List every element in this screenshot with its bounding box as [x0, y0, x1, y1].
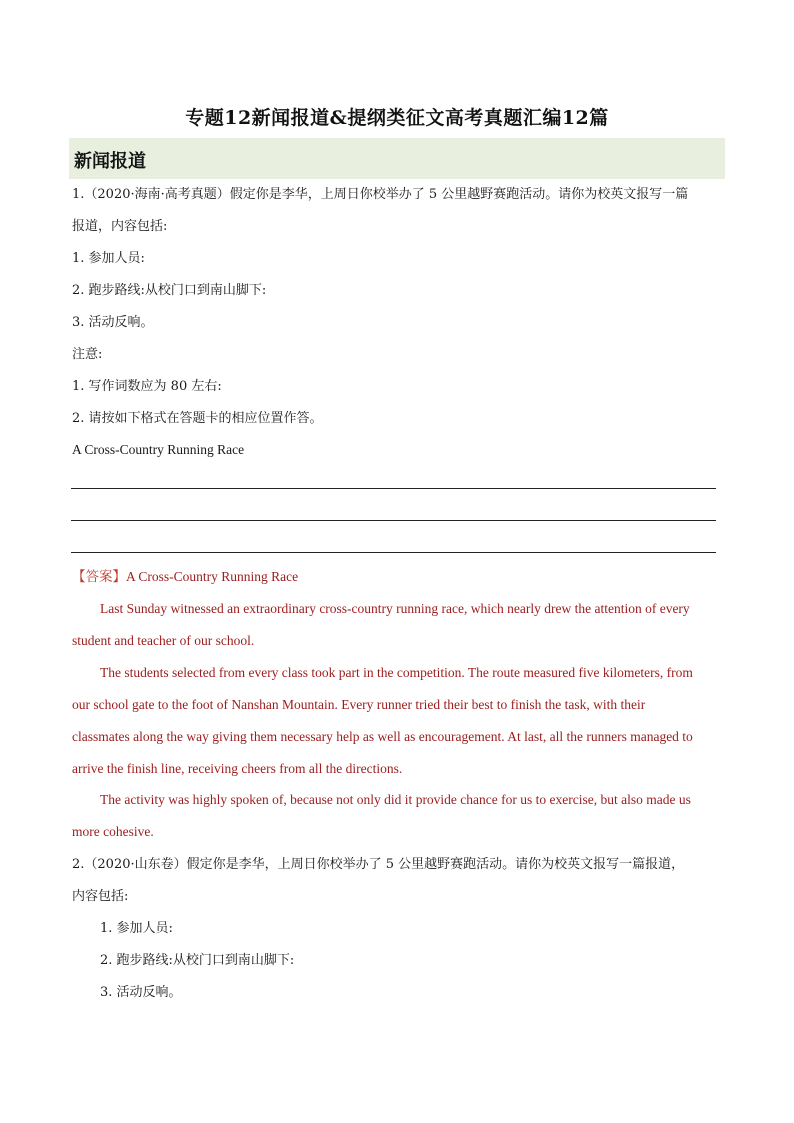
answer-line: our school gate to the foot of Nanshan Mountain. Every runner tried their best to finish the task, with their	[72, 697, 646, 712]
q1-note-label: 注意:	[72, 347, 103, 362]
answer-line: classmates along the way giving them necessary help as well as encouragement. At last, all the runners managed to	[72, 729, 693, 744]
document-title: 专题12新闻报道&提纲类征文高考真题汇编12篇	[185, 107, 609, 129]
answer-line: student and teacher of our school.	[72, 633, 255, 648]
answer-line: arrive the finish line, receiving cheers from all the directions.	[72, 761, 403, 776]
q2-item-2: 2. 跑步路线:从校门口到南山脚下:	[100, 953, 295, 968]
answer-line: The activity was highly spoken of, because not only did it provide chance for us to exercise, but also made us	[100, 792, 691, 807]
q1-item-2: 2. 跑步路线:从校门口到南山脚下:	[72, 283, 267, 298]
section-header	[69, 138, 725, 179]
answer-title: A Cross-Country Running Race	[126, 569, 299, 584]
q1-prompt-line2: 报道，内容包括:	[72, 219, 168, 234]
q2-item-1: 1. 参加人员:	[100, 921, 173, 936]
q1-item-3: 3. 活动反响。	[72, 315, 154, 330]
answer-line: Last Sunday witnessed an extraordinary cross-country running race, which nearly drew the attention of every	[100, 601, 690, 616]
q2-prompt-line1: 2.（2020·山东卷）假定你是李华，上周日你校举办了 5 公里越野赛跑活动。请你为校英文报写一篇报道，	[72, 857, 685, 872]
answer-line: more cohesive.	[72, 824, 154, 839]
q1-prompt-line1: 1.（2020·海南·高考真题）假定你是李华，上周日你校举办了 5 公里越野赛跑活动。请你为校英文报写一篇	[72, 187, 689, 202]
q2-prompt-line2: 内容包括:	[72, 889, 129, 904]
answer-line-2	[71, 520, 716, 521]
answer-line: The students selected from every class took part in the competition. The route measured five kilometers, from	[100, 665, 693, 680]
section-title: 新闻报道	[74, 151, 146, 172]
answer-tag: 【答案】	[72, 569, 126, 584]
q2-item-3: 3. 活动反响。	[100, 985, 182, 1000]
q1-note-2: 2. 请按如下格式在答题卡的相应位置作答。	[72, 411, 323, 426]
q1-note-1: 1. 写作词数应为 80 左右:	[72, 379, 222, 394]
answer-line-3	[71, 552, 716, 553]
q1-item-1: 1. 参加人员:	[72, 251, 145, 266]
answer-line-1	[71, 488, 716, 489]
answer-heading	[72, 568, 298, 586]
q1-essay-title: A Cross-Country Running Race	[72, 442, 245, 457]
